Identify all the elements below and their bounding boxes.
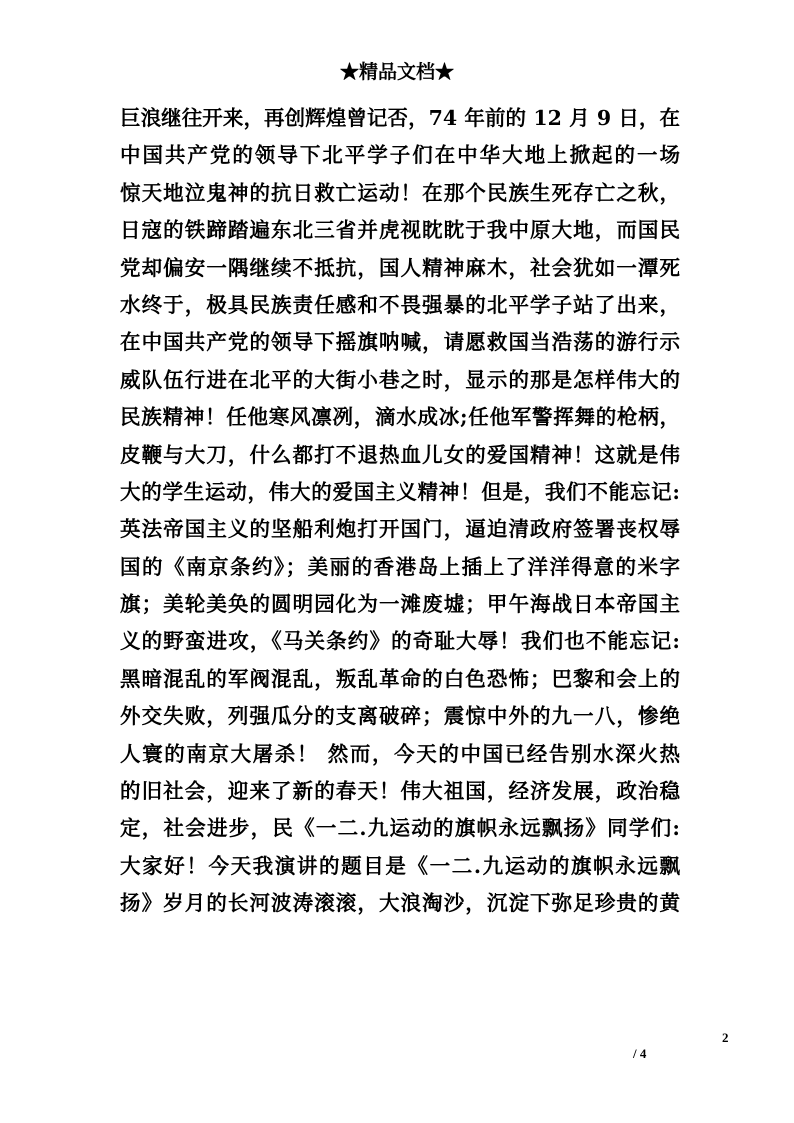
body-line: 旗；美轮美奂的圆明园化为一滩废墟；甲午海战日本帝国主 [120, 592, 680, 617]
body-line: 英法帝国主义的坚船利炮打开国门，逼迫清政府签署丧权辱 [120, 517, 680, 542]
document-header-title: ★精品文档★ [339, 61, 454, 83]
body-line: 扬》岁月的长河波涛滚滚，大浪淘沙，沉淀下弥足珍贵的黄 [120, 891, 680, 916]
body-line: 义的野蛮进攻，《马关条约》的奇耻大辱！我们也不能忘记: [120, 629, 680, 654]
body-line: 皮鞭与大刀，什么都打不退热血儿女的爱国精神！这就是伟 [120, 442, 680, 467]
body-line: 大家好！今天我演讲的题目是《一二.九运动的旗帜永远飘 [120, 853, 680, 878]
body-line: 大的学生运动，伟大的爱国主义精神！但是，我们不能忘记: [120, 479, 680, 504]
body-line: 水终于，极具民族责任感和不畏强暴的北平学子站了出来， [120, 292, 680, 317]
body-line: 外交失败，列强瓜分的支离破碎；震惊中外的九一八，惨绝 [120, 704, 680, 729]
page-number: 2 [722, 1030, 729, 1045]
body-line: 巨浪继往开来，再创辉煌曾记否，74 年前的 12 月 9 日，在 [120, 106, 680, 130]
document-body [120, 100, 680, 923]
body-line: 人寰的南京大屠杀！ 然而，今天的中国已经告别水深火热 [120, 741, 680, 766]
body-line: 黑暗混乱的军阀混乱，叛乱革命的白色恐怖；巴黎和会上的 [120, 666, 680, 691]
body-line: 惊天地泣鬼神的抗日救亡运动！在那个民族生死存亡之秋， [120, 180, 680, 205]
body-line: 中国共产党的领导下北平学子们在中华大地上掀起的一场 [120, 143, 680, 168]
body-line: 日寇的铁蹄踏遍东北三省并虎视眈眈于我中原大地，而国民 [120, 218, 680, 243]
body-line: 在中国共产党的领导下摇旗呐喊，请愿救国当浩荡的游行示 [120, 330, 680, 355]
body-line: 定，社会进步，民《一二.九运动的旗帜永远飘扬》同学们: [120, 816, 680, 841]
page-total: / 4 [633, 1046, 647, 1061]
body-line: 的旧社会，迎来了新的春天！伟大祖国，经济发展，政治稳 [120, 779, 680, 804]
body-line: 民族精神！任他寒风凛冽，滴水成冰;任他军警挥舞的枪柄， [120, 405, 680, 430]
body-line: 国的《南京条约》；美丽的香港岛上插上了洋洋得意的米字 [120, 554, 680, 579]
body-line: 威队伍行进在北平的大街小巷之时，显示的那是怎样伟大的 [120, 367, 680, 392]
body-line: 党却偏安一隅继续不抵抗，国人精神麻木，社会犹如一潭死 [120, 255, 680, 280]
